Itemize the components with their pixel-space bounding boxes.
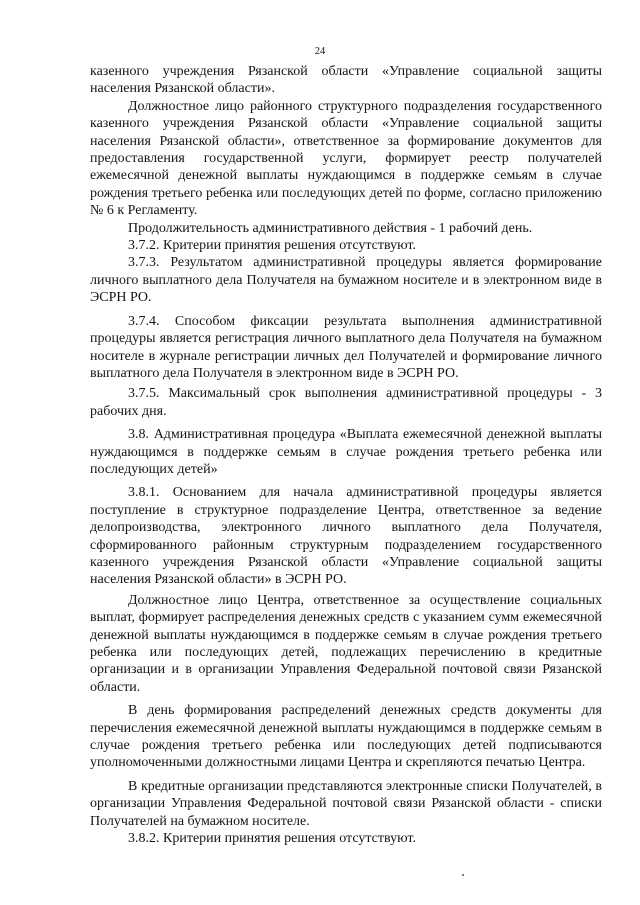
paragraph: В кредитные организации представляются электронные списки Получателей, в организации Управления Федеральной почтовой связи Рязанской области - списки Получателей на бумажном носителе. — [90, 778, 602, 829]
document-body — [90, 63, 602, 847]
paragraph: 3.8.2. Критерии принятия решения отсутствуют. — [128, 831, 416, 847]
paragraph: казенного учреждения Рязанской области «Управление социальной защиты населения Рязанской области». — [90, 64, 602, 97]
section-heading: 3.8. Административная процедура «Выплата ежемесячной денежной выплаты нуждающимся в поддержке семьям в случае рождения третьего ребенка или последующих детей» — [90, 427, 602, 477]
paragraph: Продолжительность административного действия - 1 рабочий день. — [128, 220, 533, 236]
paragraph: 3.7.5. Максимальный срок выполнения административной процедуры - 3 рабочих дня. — [90, 386, 602, 419]
paragraph: 3.8.1. Основанием для начала административной процедуры является поступление в структурное подразделение Центра, ответственное за ведение делопроизводства, электронного личного выплатного дела Получателя, сформированного районным структурным подразделением государственного казенного учреждения Рязанской области «Управление социальной защиты населения Рязанской области» в ЭСРН РО. — [90, 485, 602, 588]
paragraph: В день формирования распределений денежных средств документы для перечисления ежемесячной денежной выплаты нуждающимся в поддержке семьям в случае рождения третьего ребенка или последующих детей подписываются уполномоченными должностными лицами Центра и скрепляются печатью Центра. — [90, 703, 602, 771]
page-number: 24 — [314, 46, 326, 57]
paragraph: Должностное лицо Центра, ответственное за осуществление социальных выплат, формирует распределения денежных средств с указанием сумм ежемесячной денежной выплаты нуждающимся в поддержке семьям в случае рождения третьего ребенка или последующих детей, подлежащих перечислению в кредитные организации и в организации Управления Федеральной почтовой связи Рязанской области. — [90, 592, 602, 695]
paragraph: 3.7.3. Результатом административной процедуры является формирование личного выплатного дела Получателя на бумажном носителе и в электронном виде в ЭСРН РО. — [90, 255, 602, 306]
scan-speck — [462, 874, 464, 876]
paragraph: 3.7.2. Критерии принятия решения отсутствуют. — [128, 238, 416, 254]
paragraph: 3.7.4. Способом фиксации результата выполнения административной процедуры является регистрация личного выплатного дела Получателя на бумажном носителе в журнале регистрации личных дел Получателей и формирование личного выплатного дела Получателя в электронном виде в ЭСРН РО. — [90, 313, 602, 381]
paragraph: Должностное лицо районного структурного подразделения государственного казенного учреждения Рязанской области «Управление социальной защиты населения Рязанской области», ответственное за формирование документов для предоставления государственной услуги, формирует реестр получателей ежемесячной денежной выплаты нуждающимся в поддержке семьям в случае рождения третьего ребенка или последующих детей по форме, согласно приложению № 6 к Регламенту. — [90, 98, 602, 219]
